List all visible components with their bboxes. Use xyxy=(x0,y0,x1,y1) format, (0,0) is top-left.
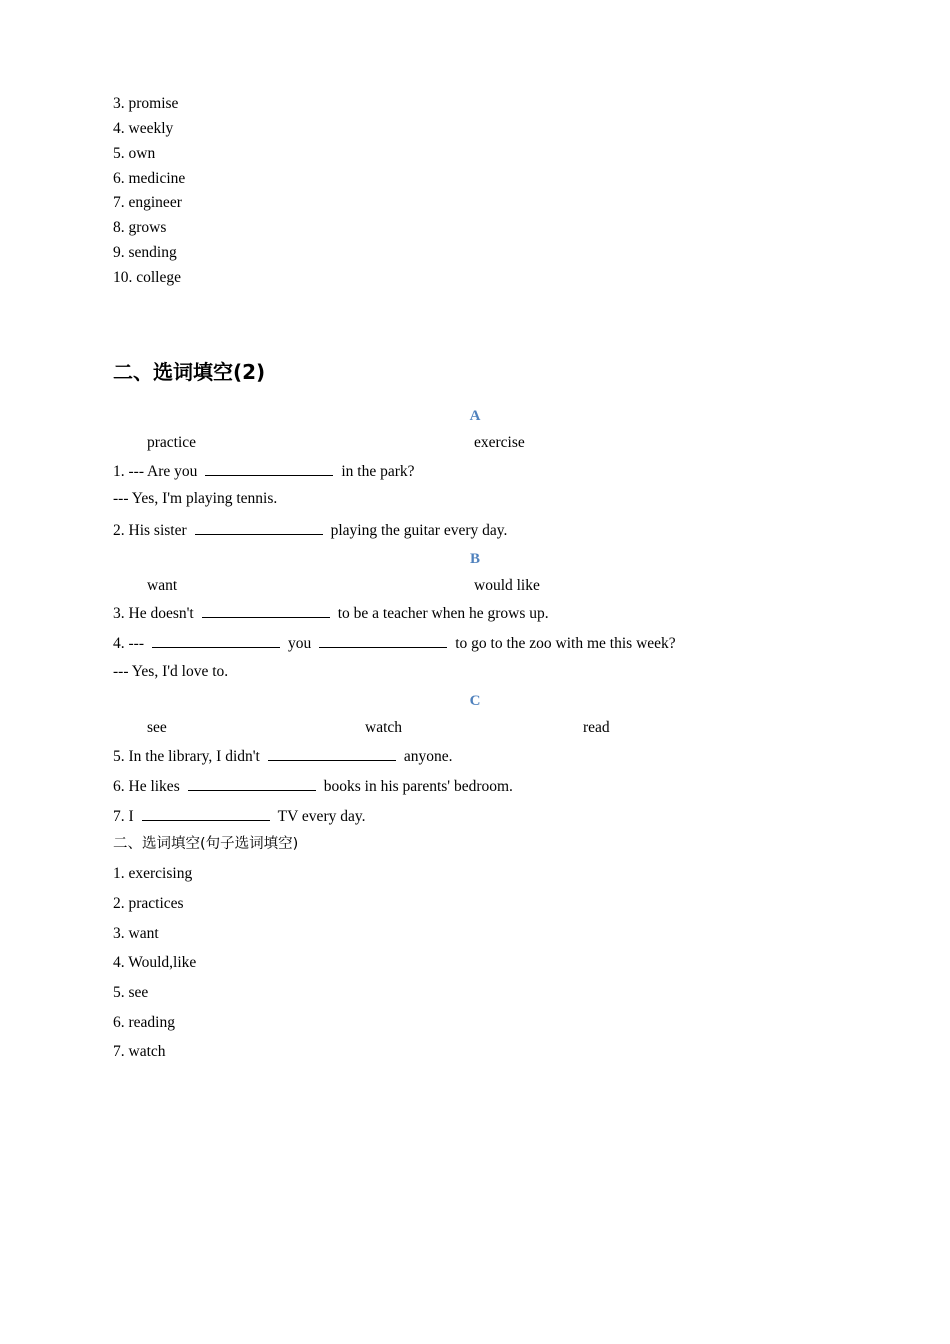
word-option: exercise xyxy=(474,434,525,451)
word-option: want xyxy=(147,577,178,594)
question-text: 1. --- Are you xyxy=(113,463,198,480)
question-7 xyxy=(113,805,365,827)
word-option: read xyxy=(583,719,610,736)
word-option: would like xyxy=(474,577,540,594)
answer-blank[interactable] xyxy=(188,775,316,791)
answer-key-item: 6. reading xyxy=(113,1014,175,1031)
section-title: 二、选词填空(2) xyxy=(113,360,266,384)
question-text: anyone. xyxy=(403,748,453,765)
answer-blank[interactable] xyxy=(195,519,323,535)
question-text: TV every day. xyxy=(277,808,366,825)
question-6 xyxy=(113,775,513,797)
question-text: 2. His sister xyxy=(113,522,187,539)
question-text: books in his parents' bedroom. xyxy=(323,778,513,795)
word-option: see xyxy=(147,719,167,736)
answer-item: 9. sending xyxy=(113,244,177,261)
question-5 xyxy=(113,745,453,767)
question-4-reply: --- Yes, I'd love to. xyxy=(113,663,229,680)
answer-blank[interactable] xyxy=(202,602,330,618)
question-1 xyxy=(113,460,415,482)
question-text: 3. He doesn't xyxy=(113,605,194,622)
word-option: practice xyxy=(147,434,197,451)
question-text: to be a teacher when he grows up. xyxy=(337,605,549,622)
answer-key-item: 7. watch xyxy=(113,1043,166,1060)
question-2 xyxy=(113,519,507,541)
answer-key-item: 5. see xyxy=(113,984,149,1001)
question-3 xyxy=(113,602,549,624)
answer-blank[interactable] xyxy=(319,632,447,648)
question-text: you xyxy=(288,635,312,652)
answer-item: 8. grows xyxy=(113,219,167,236)
answer-item: 3. promise xyxy=(113,95,179,112)
question-text: in the park? xyxy=(341,463,415,480)
answer-key-title xyxy=(113,834,298,854)
group-label-c: C xyxy=(469,693,481,709)
question-text: 6. He likes xyxy=(113,778,180,795)
answer-item: 5. own xyxy=(113,145,156,162)
group-label-a: A xyxy=(469,408,481,424)
answer-key-title-paren: (句子选词填空) xyxy=(200,836,299,852)
answer-blank[interactable] xyxy=(142,805,270,821)
question-4 xyxy=(113,632,676,654)
question-text: to go to the zoo with me this week? xyxy=(455,635,676,652)
question-text: 5. In the library, I didn't xyxy=(113,748,260,765)
question-1-reply: --- Yes, I'm playing tennis. xyxy=(113,490,278,507)
question-text: 7. I xyxy=(113,808,134,825)
word-option: watch xyxy=(365,719,403,736)
question-text: playing the guitar every day. xyxy=(330,522,508,539)
answer-blank[interactable] xyxy=(268,745,396,761)
group-label-b: B xyxy=(469,551,480,567)
answer-key-item: 1. exercising xyxy=(113,865,193,882)
answer-key-item: 2. practices xyxy=(113,895,184,912)
answer-blank[interactable] xyxy=(152,632,280,648)
answer-key-item: 3. want xyxy=(113,925,159,942)
answer-key-title-cn: 二、选词填空 xyxy=(113,836,200,852)
answer-item: 7. engineer xyxy=(113,194,182,211)
question-text: 4. --- xyxy=(113,635,144,652)
answer-blank[interactable] xyxy=(205,460,333,476)
answer-item: 6. medicine xyxy=(113,170,186,187)
answer-item: 4. weekly xyxy=(113,120,174,137)
answer-item: 10. college xyxy=(113,269,182,286)
answer-key-item: 4. Would,like xyxy=(113,954,197,971)
